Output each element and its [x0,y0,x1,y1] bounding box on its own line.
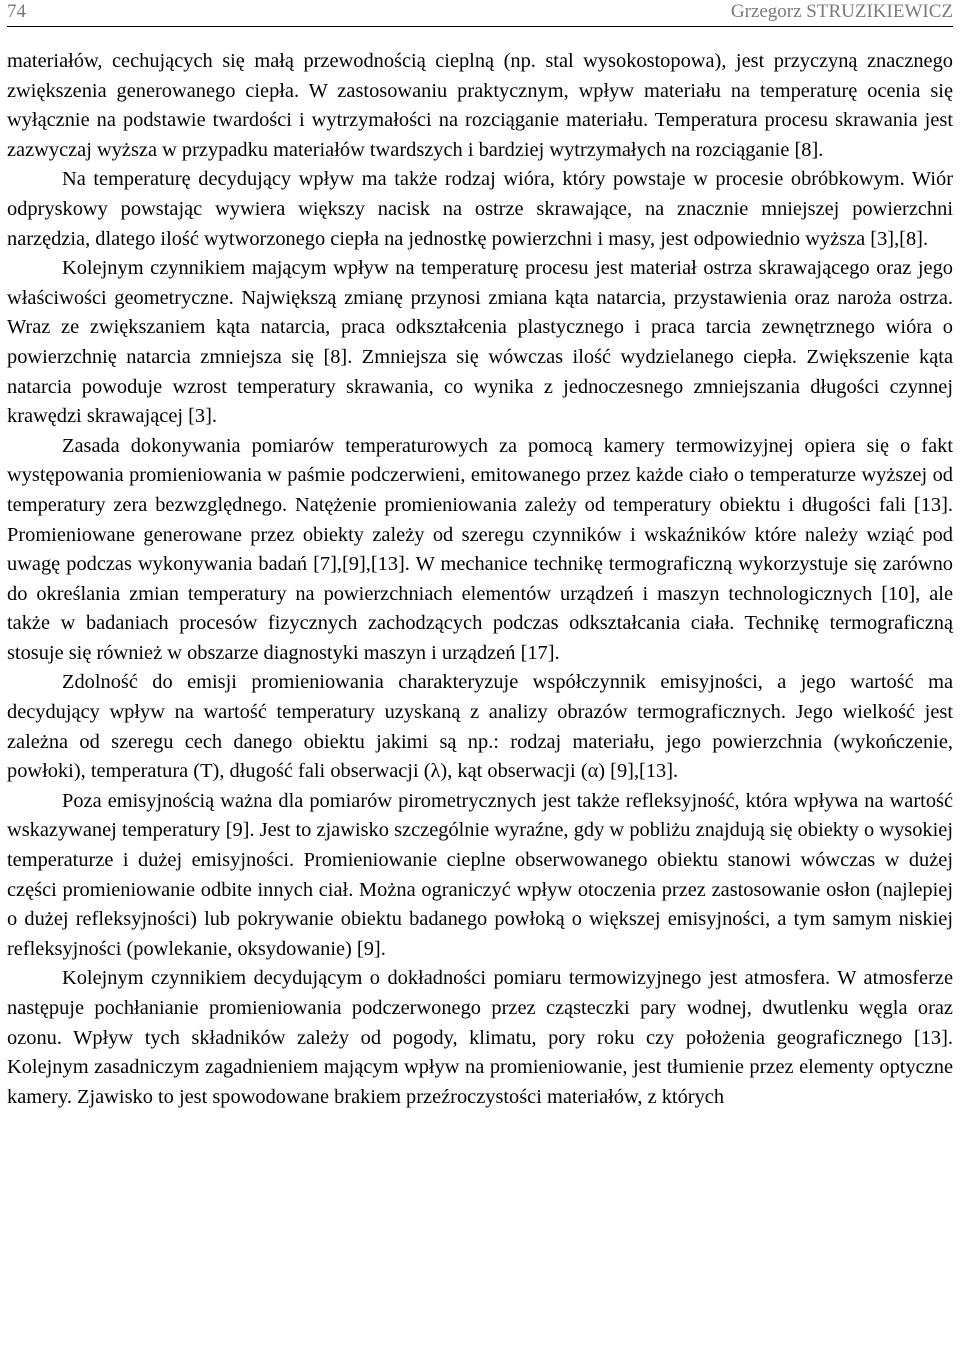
paragraph: Zdolność do emisji promieniowania charakteryzuje współczynnik emisyjności, a jego wartość ma decydujący wpływ na wartość temperatury uzyskaną z analizy obrazów termograficznych. Jego wielkość jest zależna od szeregu cech danego obiektu jakimi są np.: rodzaj materiału, jego powierzchnia (wykończenie, powłoki), temperatura (T), długość fali obserwacji (λ), kąt obserwacji (α) [9],[13]. [7,671,953,783]
paragraph: materiałów, cechujących się małą przewodnością cieplną (np. stal wysokostopowa), jest przyczyną znacznego zwiększenia generowanego ciepła. W zastosowaniu praktycznym, wpływ materiału na temperaturę ocenia się wyłącznie na podstawie twardości i wytrzymałości na rozciąganie materiału. Temperatura procesu skrawania jest zazwyczaj wyższa w przypadku materiałów twardszych i bardziej wytrzymałych na rozciąganie [8]. [7,50,953,161]
body-text [7,47,953,1112]
page-header [7,0,953,27]
paragraph: Zasada dokonywania pomiarów temperaturowych za pomocą kamery termowizyjnej opiera się o fakt występowania promieniowania w paśmie podczerwieni, emitowanego przez każde ciało o temperaturze wyższej od temperatury zera bezwzględnego. Natężenie promieniowania zależy od temperatury obiektu i długości fali [13]. Promieniowane generowane przez obiekty zależy od szeregu czynników i wskaźników które należy wziąć pod uwagę podczas wykonywania badań [7],[9],[13]. W mechanice technikę termograficzną wykorzystuje się zarówno do określania zmian temperatury na powierzchniach elementów urządzeń i maszyn technologicznych [10], ale także w badaniach procesów fizycznych zachodzących podczas odkształcania ciała. Technikę termograficzną stosuje się również w obszarze diagnostyki maszyn i urządzeń [17]. [7,434,953,664]
paragraph: Kolejnym czynnikiem decydującym o dokładności pomiaru termowizyjnego jest atmosfera. W atmosferze następuje pochłanianie promieniowania podczerwonego przez cząsteczki pary wodnej, dwutlenku węgla oraz ozonu. Wpływ tych składników zależy od pogody, klimatu, pory roku czy położenia geograficznego [13]. Kolejnym zasadniczym zagadnieniem mającym wpływ na promieniowanie, jest tłumienie przez elementy optyczne kamery. Zjawisko to jest spowodowane brakiem przeźroczystości materiałów, z których [7,967,953,1108]
paragraph: Poza emisyjnością ważna dla pomiarów pirometrycznych jest także refleksyjność, która wpływa na wartość wskazywanej temperatury [9]. Jest to zjawisko szczególnie wyraźne, gdy w pobliżu znajdują się obiekty o wysokiej temperaturze i dużej emisyjności. Promieniowanie cieplne obserwowanego obiektu stanowi wówczas w dużej części promieniowanie odbite innych ciał. Można ograniczyć wpływ otoczenia przez zastosowanie osłon (najlepiej o dużej refleksyjności) lub pokrywanie obiektu badanego powłoką o większej emisyjności, a tym samym niskiej refleksyjności (powlekanie, oksydowanie) [9]. [7,789,953,960]
running-head-author: Grzegorz STRUZIKIEWICZ [730,1,953,22]
paragraph: Kolejnym czynnikiem mającym wpływ na temperaturę procesu jest materiał ostrza skrawającego oraz jego właściwości geometryczne. Największą zmianę przynosi zmiana kąta natarcia, przystawienia oraz naroża ostrza. Wraz ze zwiększaniem kąta natarcia, praca odkształcenia plastycznego i praca tarcia zewnętrznego wióra o powierzchnię natarcia zmniejsza się [8]. Zmniejsza się wówczas ilość wydzielanego ciepła. Zwiększenie kąta natarcia powoduje wzrost temperatury skrawania, co wynika z jednoczesnego zmniejszania długości czynnej krawędzi skrawającej [3]. [7,257,953,428]
page-number: 74 [7,1,26,22]
paragraph: Na temperaturę decydujący wpływ ma także rodzaj wióra, który powstaje w procesie obróbkowym. Wiór odpryskowy powstając wywiera większy nacisk na ostrze skrawające, na znacznie mniejszej powierzchni narzędzia, dlatego ilość wytworzonego ciepła na jednostkę powierzchni i masy, jest odpowiednio wyższa [3],[8]. [7,168,953,250]
